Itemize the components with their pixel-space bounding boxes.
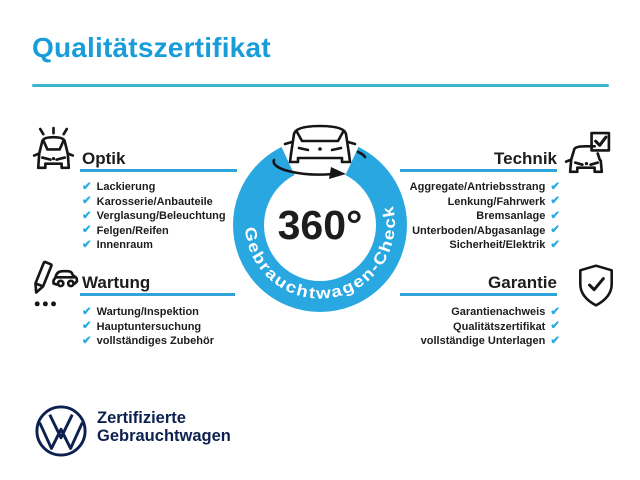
checklist-item-label: Lackierung [96, 181, 156, 194]
checklist-item-label: Qualitätszertifikat [453, 320, 546, 333]
checklist-item-label: Sicherheit/Elektrik [449, 239, 546, 252]
checklist-item [421, 305, 560, 320]
checklist-item [410, 195, 560, 210]
check-icon: ✔ [550, 334, 560, 347]
check-icon: ✔ [82, 305, 92, 318]
check-icon: ✔ [82, 195, 92, 207]
section-title-wartung: Wartung [82, 273, 151, 292]
360-check-badge [225, 108, 415, 320]
header-divider [32, 84, 609, 87]
pencil-car-icon [26, 259, 79, 312]
wartung-checklist [82, 305, 214, 349]
checklist-item-label: Karosserie/Anbauteile [96, 195, 213, 208]
check-icon: ✔ [550, 224, 560, 236]
checklist-item-label: Unterboden/Abgasanlage [412, 224, 546, 237]
check-icon: ✔ [550, 195, 560, 207]
checklist-item-label: Felgen/Reifen [96, 224, 169, 237]
section-underline-optik [80, 169, 237, 172]
shield-check-icon [572, 261, 620, 311]
check-icon: ✔ [550, 320, 560, 332]
checklist-item-label: Hauptuntersuchung [96, 320, 202, 333]
degree-label: 360° [277, 202, 363, 248]
checklist-item-label: Verglasung/Beleuchtung [96, 210, 226, 223]
section-underline-wartung [80, 293, 235, 296]
checklist-item [82, 305, 214, 320]
checklist-item [82, 238, 226, 253]
check-icon: ✔ [82, 224, 92, 236]
optik-checklist [82, 180, 226, 253]
section-underline-garantie [400, 293, 557, 296]
check-icon: ✔ [82, 209, 92, 222]
brand-line-2: Gebrauchtwagen [97, 427, 231, 445]
checklist-item-label: Lenkung/Fahrwerk [447, 195, 546, 208]
check-icon: ✔ [550, 305, 560, 318]
section-title-garantie: Garantie [488, 273, 557, 292]
checklist-item-label: Bremsanlage [476, 210, 546, 223]
section-underline-technik [400, 169, 557, 172]
checklist-item [421, 320, 560, 335]
checklist-item [410, 224, 560, 239]
checklist-item-label: vollständiges Zubehör [96, 335, 214, 348]
checklist-item-label: vollständige Unterlagen [420, 335, 546, 348]
check-icon: ✔ [550, 209, 560, 222]
ring-label-curved-text: Gebrauchtwagen-Check [240, 205, 399, 303]
section-title-optik: Optik [82, 149, 126, 168]
check-icon: ✔ [82, 238, 92, 251]
checklist-item-label: Wartung/Inspektion [96, 306, 199, 319]
check-icon: ✔ [82, 334, 92, 347]
section-title-technik: Technik [494, 149, 557, 168]
vw-logo [34, 404, 88, 458]
checklist-item-label: Innenraum [96, 239, 153, 252]
page-title: Qualitätszertifikat [32, 32, 271, 63]
checklist-item [82, 334, 214, 349]
garantie-checklist [421, 305, 560, 349]
checklist-item [410, 180, 560, 195]
checklist-item [82, 195, 226, 210]
checklist-item-label: Garantienachweis [451, 306, 546, 319]
checklist-item-label: Aggregate/Antriebsstrang [409, 181, 546, 194]
brand-text [97, 409, 231, 445]
checklist-item [82, 224, 226, 239]
checklist-item [82, 209, 226, 224]
check-icon: ✔ [82, 320, 92, 332]
car-checkbox-icon [561, 129, 614, 182]
brand-line-1: Zertifizierte [97, 409, 186, 427]
checklist-item [410, 209, 560, 224]
checklist-item [82, 320, 214, 335]
checklist-item [410, 238, 560, 253]
car-shine-icon [27, 126, 80, 179]
checklist-item [82, 180, 226, 195]
check-icon: ✔ [550, 180, 560, 193]
checklist-item [421, 334, 560, 349]
check-icon: ✔ [550, 238, 560, 251]
check-icon: ✔ [82, 180, 92, 193]
technik-checklist [410, 180, 560, 253]
